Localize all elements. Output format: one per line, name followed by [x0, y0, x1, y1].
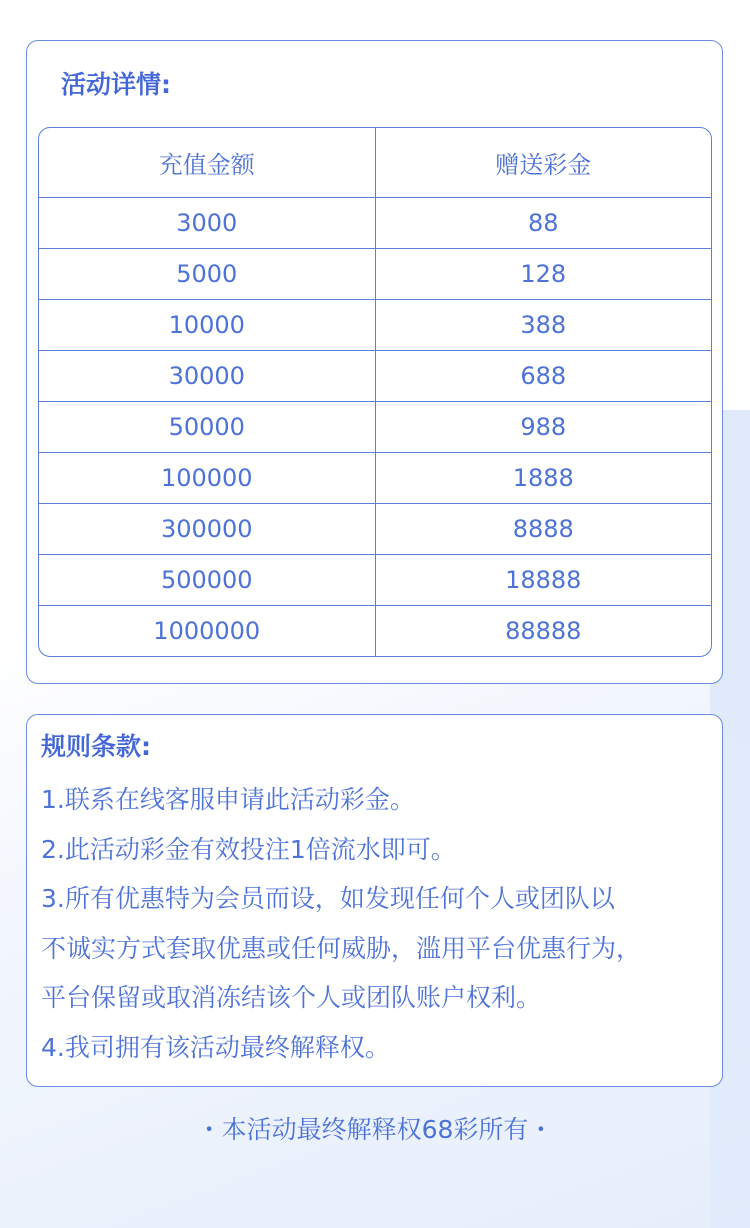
footer-disclaimer: ・本活动最终解释权68彩所有・	[196, 1115, 554, 1144]
bonus-amount-cell: 988	[375, 402, 711, 453]
table-row	[39, 504, 711, 555]
table-row	[39, 300, 711, 351]
activity-details-card	[26, 40, 723, 684]
rule-line: 4.我司拥有该活动最终解释权。	[41, 1032, 390, 1062]
bonus-amount-cell: 688	[375, 351, 711, 402]
bonus-amount-cell: 128	[375, 249, 711, 300]
recharge-amount-cell: 3000	[39, 198, 375, 249]
rules-title: 规则条款:	[41, 732, 151, 761]
table-row	[39, 453, 711, 504]
bonus-amount-cell: 18888	[375, 555, 711, 606]
rule-line: 1.联系在线客服申请此活动彩金。	[41, 785, 415, 814]
bonus-amount-cell: 88888	[505, 617, 582, 645]
bonus-table-container	[38, 127, 712, 657]
table-row	[39, 249, 711, 300]
activity-details-title: 活动详情:	[61, 70, 171, 99]
rule-line: 2.此活动彩金有效投注1倍流水即可。	[41, 834, 456, 864]
bonus-amount-cell: 388	[375, 300, 711, 351]
bonus-amount-cell: 88	[375, 198, 711, 249]
recharge-amount-cell: 500000	[39, 555, 375, 606]
header-bonus-amount: 赠送彩金	[375, 128, 711, 198]
recharge-amount-cell: 300000	[39, 504, 375, 555]
rules-text	[41, 775, 717, 1072]
bonus-amount-cell: 8888	[375, 504, 711, 555]
rule-line: 不诚实方式套取优惠或任何威胁，滥用平台优惠行为，	[41, 933, 642, 963]
header-recharge-amount: 充值金额	[39, 128, 375, 198]
recharge-amount-cell: 50000	[39, 402, 375, 453]
recharge-amount-cell: 1000000	[39, 606, 375, 657]
bonus-amount-cell: 1888	[375, 453, 711, 504]
table-row	[39, 606, 711, 657]
table-row	[39, 555, 711, 606]
table-header-row	[39, 128, 711, 198]
rule-line: 平台保留或取消冻结该个人或团队账户权利。	[41, 983, 542, 1012]
recharge-amount-cell: 30000	[39, 351, 375, 402]
table-row	[39, 198, 711, 249]
recharge-amount-cell: 10000	[39, 300, 375, 351]
rules-card	[26, 714, 723, 1087]
recharge-amount-cell: 100000	[39, 453, 375, 504]
recharge-amount-cell: 5000	[39, 249, 375, 300]
rule-line: 3.所有优惠特为会员而设，如发现任何个人或团队以	[41, 884, 615, 913]
table-row	[39, 351, 711, 402]
bonus-table	[39, 128, 711, 656]
table-row	[39, 402, 711, 453]
